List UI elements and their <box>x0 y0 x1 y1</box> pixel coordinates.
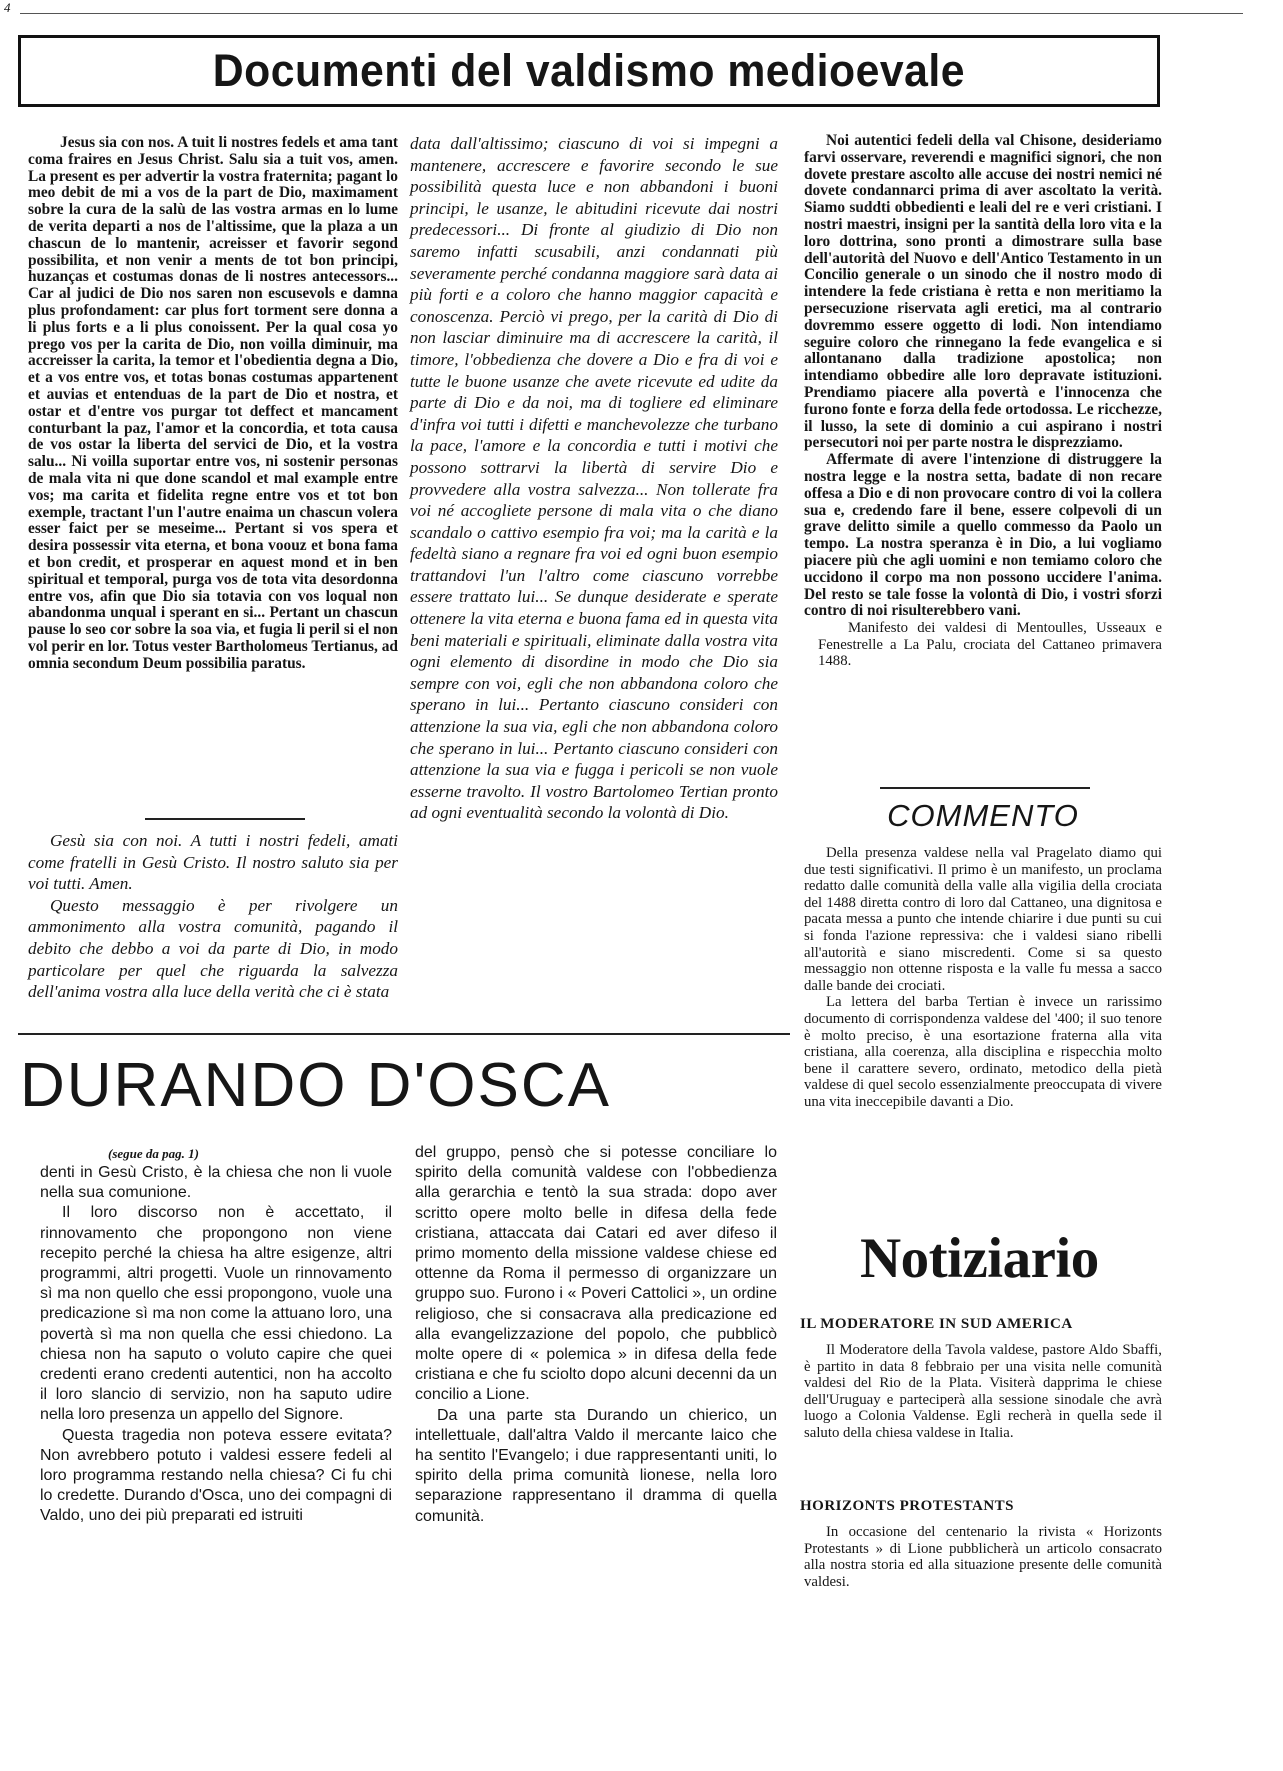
commento-para2: La lettera del barba Tertian è invece un rarissimo documento di corrispondenza valdese del '400; il suo tenore è molto preciso, è una esortazione fraterna alla vita cristiana, alla coerenza, alla disciplina e rispecchia molto bene il carattere severo, ordinato, metodico della pietà valdese di quel secolo essenzialmente preoccupata di vivere una vita ineccepibile davanti a Dio. <box>804 994 1162 1110</box>
doc1-original-text: Jesus sia con nos. A tuit li nostres fedels et ama tant coma fraires en Jesus Christ. Salu sia a tuit vos, amen. La present es per advertir la vostra fraternita; pagant lo meo debit de mi a vos de la part de Dio, maximament sobre la cura de la salù de las vostra armas en lo lume de verita departi a nos de l'altissime, que la plaza a un chascun de lo mantenir, acreisser et favorir segond possibilita, et non venir a ments de tot bon principi, huzanças et costumas donas de li nostres antecessors... Car al judici de Dio nos saren non escusevols e damna plus profondament: car plus fort torment sere donna a li plus forts e a li plus conoissent. Per la qual cosa yo prego vos per la carita de Dio, non voilla diminuir, ma accreisser la carita, la temor et l'obedientia degna a Dio, et a vos entre vos, et totas bonas costumas appartenent et auvias et entenduas de la part de Dio et nostra, et ostar et d'entre vos purgar tot deffect et mancament conturbant la paz, l'amor et la concordia, et tota causa de vos ostar la liberta del servici de Dio, et la vostra salu... Ni voilla suportar entre vos, ni sostenir personas de mala vita ni que done scandol et mal example entre vos; ma carita et fidelita regne entre vos et tot bon exemple, tractant l'un l'autre enaima un chascun volera esser faict per se meseime... Pertant si vos spera et desira possessir vita eterna, et bona voouz et bona fama et bon credit, et prosperar en aquest mond et in ben spiritual et temporal, purga vos de tota vita desordonna entre vos, afin que Dio sia totavia con vos loqual non abandonma unqual i sperant en si... Pertant un chascun pause lo seo cor sobre la soa via, et fugia li peril si el non vol perir en lor. Totus vester Bartholomeus Tertianus, ad omnia secondum Deum possibilia paratus. <box>28 134 398 672</box>
doc1-column-1 <box>28 135 398 673</box>
durando-column-2 <box>415 1143 777 1527</box>
doc2-source: Manifesto dei valdesi di Mentoulles, Usseaux e Fenestrelle a La Palu, crociata del Cattaneo primavera 1488. <box>818 620 1162 670</box>
page-number: 4 <box>4 0 11 15</box>
title-box <box>18 35 1160 107</box>
durando-segue: (segue da pag. 1) <box>108 1146 199 1161</box>
top-rule <box>20 13 1243 14</box>
doc2-para1: Noi autentici fedeli della val Chisone, desideriamo farvi osservare, reverendi e magnifici signori, che non dovete prestare ascolto alle accuse dei nostri nemici né dovete condannarci prima di aver ascoltato la verità. Siamo suddti obbedienti e leali del re e veri cristiani. I nostri maestri, insigni per la santità della loro vita e la loro dottrina, sono pronti a dimostrare sulla base dell'autorità del Nuovo e dell'Antico Testamento in un Concilio generale o un sinodo che il nostro modo di intendere la fede cristiana è retta e non meritiamo la persecuzione riservata agli eretici, ma al contrario dovremmo essere oggetto di lodi. Non intendiamo seguire coloro che rinnegano la fede evangelica e si allontanano dalla tradizione apostolica; non intendiamo obbedire alle loro depravate istituzioni. Prendiamo piacere alla povertà e l'innocenza che furono fonte e forza della fede ortodossa. Le ricchezze, il lusso, la sete di dominio a cui aspirano i nostri persecutori noi per parte nostra le disprezziamo. <box>804 132 1162 452</box>
commento-column <box>804 845 1162 1111</box>
notiziario-title: Notiziario <box>860 1227 1099 1290</box>
durando-column-1 <box>40 1163 392 1527</box>
durando-top-rule <box>18 1033 790 1035</box>
commento-separator <box>880 787 1090 789</box>
doc1-translation-start <box>28 830 398 1003</box>
durando-col1-p1: denti in Gesù Cristo, è la chiesa che non li vuole nella sua comunione. <box>40 1164 392 1202</box>
notiziario-item1-heading: IL MODERATORE IN SUD AMERICA <box>800 1316 1073 1332</box>
doc1-translation-cont: data dall'altissimo; ciascuno di voi si impegni a mantenere, accrescere e favorire secondo le sue possibilità questa luce e non abbandoni i buoni principi, le usanze, le abitudini ricevute dai nostri predecessori... Di fronte al giudizio di Dio non saremo infatti scusabili, anzi condannati più severamente perché condanna maggiore sarà data ai più forti e a coloro che hanno maggior capacità e conoscenza. Perciò vi prego, per la carità di Dio di non lasciar diminuire ma di accrescere la carità, il timore, l'obbedienza che dovere a Dio e fra di voi e tutte le buone usanze che avete ricevute ed udite da parte di Dio e da noi, ma di togliere ed eliminare d'infra voi tutti i difetti e manchevolezze che turbano la pace, l'amore e la concordia e tutti i motivi che possono sottrarvi la libertà di servire Dio e provvedere alla vostra salvezza... Non tollerate fra voi né accogliete persone di mala vita o che diano scandalo o cattivo esempio fra voi; ma la carità e la fedeltà siano a regnare fra voi ed ogni buon esempio trattandovi l'un l'altro come ciascuno vorrebbe essere trattato lui... Se dunque desiderate e sperate ottenere la vita eterna e buona fama ed in questa vita beni materiali e spirituali, eliminate dalla vostra vita ogni elemento di disordine in modo che Dio sia sempre con voi, egli che non abbandona coloro che sperano in lui... Pertanto ciascuno consideri con attenzione la sua via, egli che non abbandona coloro che sperano in lui... Pertanto ciascuno consideri con attenzione la sua via e fugga i pericoli se non vuole esserne travolto. Il vostro Bartolomeo Tertian pronto ad ogni eventualità secondo la volontà di Dio. <box>410 134 778 823</box>
durando-col2-p1: del gruppo, pensò che si potesse conciliare lo spirito della comunità valdese con l'obbedienza alla gerarchia e tentò la sua strada: dopo aver scritto opere molto belle in difesa della fede cristiana, attaccata dai Catari ed aver difeso il primo momento della missione valdese chiese ed ottenne da Roma il permesso di organizzare un gruppo suo. Furono i « Poveri Cattolici », un ordine religioso, che si consacrava alla predicazione ed alla evangelizzazione del popolo, che pubblicò molte opere di « polemica » in difesa della fede cristiana e che fu sciolto dopo alcuni decenni da un concilio a Lione. <box>415 1144 778 1404</box>
durando-col1-p3: Questa tragedia non poteva essere evitata? Non avrebbero potuto i valdesi essere fedeli al loro programma restando nella chiesa? Ci fu chi lo credette. Durando d'Osca, uno dei compagni di Valdo, uno dei più preparati ed istruiti <box>40 1426 392 1525</box>
doc2-column <box>804 133 1162 670</box>
durando-title: DURANDO D'OSCA <box>20 1051 611 1120</box>
doc1-translation-p1: Gesù sia con noi. A tutti i nostri fedeli, amati come fratelli in Gesù Cristo. Il nostro saluto sia per voi tutti. Amen. <box>28 831 398 894</box>
notiziario-item1-text: Il Moderatore della Tavola valdese, pastore Aldo Sbaffi, è partito in data 8 febbraio per una visita nelle comunità valdesi del Rio de la Plata. Visiterà dapprima le chiese dell'Uruguay e parteciperà alla sessione sinodale che avrà luogo a Colonia Valdense. Egli recherà in quella sede il saluto della chiesa valdese in Italia. <box>804 1342 1162 1441</box>
doc2-para2: Affermate di avere l'intenzione di distruggere la nostra legge e la nostra setta, badate di non recare offesa a Dio e di non provocare contro di voi la collera sua e, credendo fare il bene, essere colpevoli di un grave delitto simile a quello commesso da Paolo un tempo. La nostra speranza è in Dio, a lui vogliamo piacere più che agli uomini e non temiamo coloro che uccidono il corpo ma non possono uccidere l'anima. Del resto se tale fosse la volontà di Dio, i vostri sforzi contro di noi risulterebbero vani. <box>804 451 1162 620</box>
notiziario-item2-heading: HORIZONTS PROTESTANTS <box>800 1498 1015 1514</box>
commento-heading: COMMENTO <box>887 798 1079 833</box>
notiziario-item2-text: In occasione del centenario la rivista « Horizonts Protestants » di Lione pubblicherà un articolo consacrato alla nostra storia ed alla situazione presente delle comunità valdesi. <box>804 1524 1162 1590</box>
doc1-separator <box>145 818 305 820</box>
durando-col2-p2: Da una parte sta Durando un chierico, un intellettuale, dall'altra Valdo il mercante laico che ha sentito l'Evangelo; i due rappresentanti uniti, lo spirito della prima comunità lionese, nella loro separazione rappresentano il dramma di quella comunità. <box>415 1406 777 1525</box>
doc1-column-2 <box>410 133 778 824</box>
commento-para1: Della presenza valdese nella val Pragelato diamo qui due testi significativi. Il primo è un manifesto, un proclama redatto dalle comunità della valle alla vigilia della crociata del 1488 diretta contro di loro dal Cattaneo, una dignitosa e pacata messa a punto che intende chiarire i due punti su cui si fonda l'azione repressiva: che i valdesi siano ribelli all'autorità e siano miscredenti. Come si sa questo messaggio non ottenne risposta e la valle fu messa a sacco dalle bande dei crociati. <box>804 845 1162 994</box>
doc1-translation-p2: Questo messaggio è per rivolgere un ammonimento alla vostra comunità, pagando il debito che debbo a voi da parte di Dio, in modo particolare per quel che riguarda la salvezza dell'anima vostra alla luce della verità che ci è stata <box>28 895 398 1002</box>
notiziario-item1 <box>804 1342 1162 1442</box>
page-title: Documenti del valdismo medioevale <box>212 45 966 96</box>
notiziario-item2 <box>804 1524 1162 1590</box>
durando-col1-p2: Il loro discorso non è accettato, il rinnovamento che propongono non viene recepito perché la chiesa ha altre esigenze, altri programmi, altri progetti. Vuole un rinnovamento sì ma non quello che essi propongono, vuole una predicazione sì ma non come la attuano loro, una povertà sì ma non quella che essi chiedono. La chiesa non ha saputo o voluto capire che quei credenti erano credenti autentici, non ha accolto il loro slancio di servizio, non ha saputo udire nella loro presenza un appello del Signore. <box>40 1204 392 1424</box>
